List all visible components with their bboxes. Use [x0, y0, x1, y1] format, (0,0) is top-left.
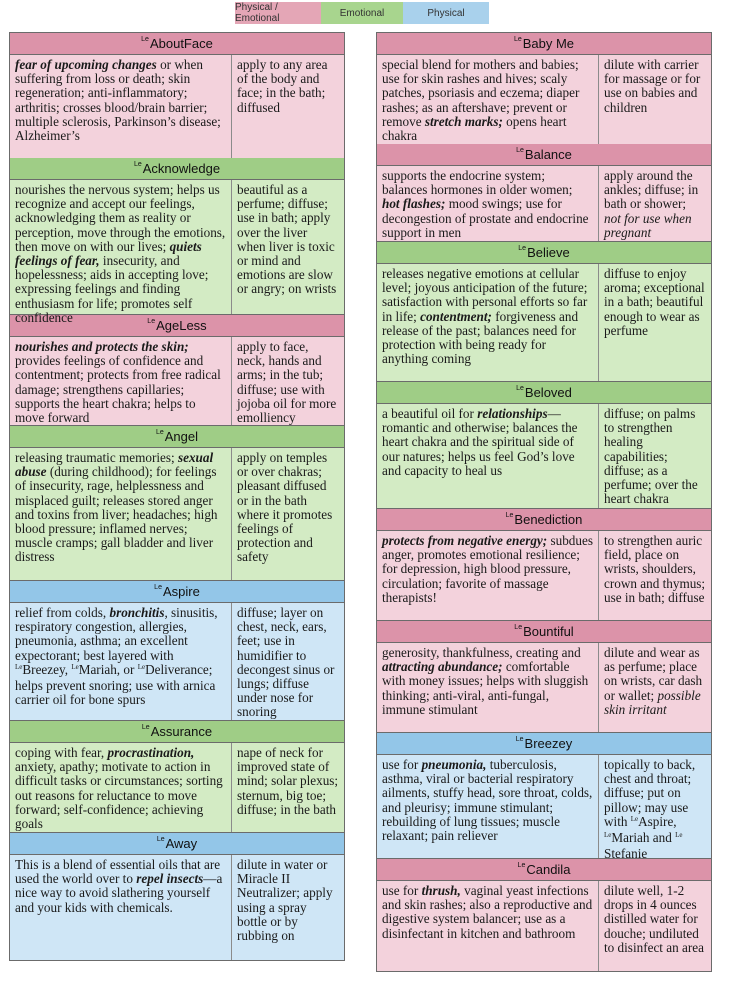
oil-name: AboutFace — [149, 36, 213, 51]
oil-entry-candila — [376, 859, 712, 972]
legend-physical-emotional: Physical / Emotional — [235, 2, 321, 24]
oil-name-header — [377, 733, 711, 755]
oil-prefix: Le — [513, 36, 522, 43]
oil-usage: diffuse to enjoy aroma; exceptional in a bath; beautiful enough to wear as perfume — [604, 266, 705, 338]
oil-prefix: Le — [147, 318, 156, 325]
right-column — [376, 32, 712, 972]
oil-description: generosity, thankfulness, creating and attracting abundance; comfortable with money issues; helps with sluggish thinking; anti-viral, anti-fungal, immune stimulant — [377, 643, 599, 732]
oil-usage: dilute in water or Miracle II Neutralizer; apply using a spray bottle or by rubbing on — [237, 857, 333, 944]
oil-name: Believe — [527, 245, 570, 260]
oil-entry-away — [9, 833, 345, 961]
oil-entry-baby-me — [376, 32, 712, 144]
oil-usage: dilute well, 1-2 drops in 4 ounces distilled water for douche; undiluted to disinfect an area — [604, 883, 704, 955]
oil-prefix: Le — [141, 36, 149, 43]
oil-description: releases negative emotions at cellular level; joyous anticipation of the future; satisfaction with personal efforts so far in life; contentment; forgiveness and release of the past; balances need for protection with being ready for anything coming — [377, 264, 599, 381]
oil-prefix: Le — [133, 161, 142, 168]
oil-entry-body — [10, 337, 344, 425]
legend-physical: Physical — [403, 2, 489, 24]
oil-entry-breezey — [376, 733, 712, 862]
oil-name-header — [10, 33, 344, 55]
oil-entry-bountiful — [376, 621, 712, 733]
oil-name-header — [10, 426, 344, 448]
color-legend — [235, 2, 489, 24]
oil-entry-acknowledge — [9, 158, 345, 325]
oil-description: nourishes and protects the skin; provides feelings of confidence and contentment; protects from free radical damage; strengthens capillaries; supports the heart chakra; helps to move forward — [10, 337, 232, 425]
oil-description: nourishes the nervous system; helps us recognize and accept our feelings, acknowledging them as reality or perception, move through the emotions, then move on with our lives; quiets feelings of fear, insecurity, and hopelessness; aids in accepting love; expressing feelings and finding enthusiasm for life; promotes self confidence — [10, 180, 232, 314]
oil-usage: diffuse; layer on chest, neck, ears, feet; use in humidifier to decongest sinus or lungs; diffuse under nose for snoring — [237, 605, 335, 720]
oil-usage: apply to any area of the body and face; in the bath; diffused — [237, 57, 328, 115]
oil-entry-aboutface — [9, 32, 345, 158]
oil-name: Angel — [164, 429, 199, 444]
oil-name-header — [377, 242, 711, 264]
oil-usage: dilute and wear as as perfume; place on wrists, car dash or wallet; possible skin irritant — [604, 645, 703, 717]
oil-entry-beloved — [376, 382, 712, 509]
oil-name: Benediction — [514, 512, 583, 527]
oil-description: use for thrush, vaginal yeast infections and skin rashes; also a reproductive and digestive system balancer; use as a disinfectant in kitchen and bathroom — [377, 881, 599, 971]
oil-prefix: Le — [518, 245, 527, 252]
oil-usage: topically to back, chest and throat; diffuse; put on pillow; may use with $^{Le}$Aspire, $^{Le}$Mariah and $^{Le}$ Stefanie — [604, 757, 696, 862]
oil-name: Assurance — [150, 724, 213, 739]
oil-description: fear of upcoming changes or when suffering from loss or death; skin regeneration; anti-inflammatory; arthritis; crosses blood/brain barrier; multiple sclerosis, Parkinson’s disease; Alzheimer’s — [10, 55, 232, 158]
legend-emotional: Emotional — [321, 2, 403, 24]
oil-entry-body — [377, 755, 711, 862]
oil-entry-body — [377, 643, 711, 732]
oil-entry-body — [10, 180, 344, 325]
oil-name-header — [377, 509, 711, 531]
oil-usage: dilute with carrier for massage or for use on babies and children — [604, 57, 701, 115]
oil-name: Beloved — [524, 385, 572, 400]
oil-usage: apply to face, neck, hands and arms; in the tub; diffuse; use with jojoba oil for more emolliency — [237, 339, 337, 426]
oil-description: special blend for mothers and babies; use for skin rashes and hives; scaly patches, psoriasis and eczema; diaper rashes; as an aftershave; prevent or remove stretch marks; opens heart chakra — [377, 55, 599, 144]
oil-entry-believe — [376, 242, 712, 382]
oil-entry-body — [10, 448, 344, 580]
oil-entry-angel — [9, 426, 345, 581]
left-column — [9, 32, 345, 961]
oil-entry-benediction — [376, 509, 712, 621]
oil-description: supports the endocrine system; balances hormones in older women; hot flashes; mood swings; use for decongestion of prostate and endocrine support in men — [377, 166, 599, 241]
oil-description: This is a blend of essential oils that are used the world over to repel insects—a nice way to avoid slathering yourself and your kids with chemicals. — [10, 855, 232, 960]
oil-entry-body — [377, 531, 711, 620]
oil-description: a beautiful oil for relationships—romantic and otherwise; balances the heart chakra and the spiritual side of our natures; helps us feel God’s love and capacity to heal us — [377, 404, 599, 508]
oil-entry-body — [377, 166, 711, 241]
oil-name-header — [377, 382, 711, 404]
oil-usage: beautiful as a perfume; diffuse; use in bath; apply over the liver when liver is toxic or mind and emotions are slow or angry; on wrists — [237, 182, 337, 297]
oil-prefix: Le — [516, 147, 524, 154]
oil-name-header — [377, 621, 711, 643]
oil-entry-body — [377, 264, 711, 381]
oil-prefix: Le — [154, 584, 162, 591]
oil-entry-body — [10, 603, 344, 720]
oil-prefix: Le — [515, 736, 524, 743]
oil-name: AgeLess — [156, 318, 207, 333]
oil-entry-body — [377, 55, 711, 144]
oil-entry-body — [377, 404, 711, 508]
oil-prefix: Le — [155, 429, 164, 436]
oil-entry-body — [10, 743, 344, 832]
oil-prefix: Le — [156, 836, 165, 843]
oil-entry-body — [10, 55, 344, 158]
oil-name-header — [10, 581, 344, 603]
oil-entry-ageless — [9, 315, 345, 426]
oil-name-header — [377, 144, 711, 166]
oil-usage: diffuse; on palms to strengthen healing capabilities; diffuse; as a perfume; over the heart chakra — [604, 406, 698, 507]
oil-description: releasing traumatic memories; sexual abuse (during childhood); for feelings of insecurity, rage, helplessness and misplaced guilt; releases stored anger and toxins from liver; headaches; high blood pressure; inflamed nerves; muscle cramps; gall bladder and liver distress — [10, 448, 232, 580]
oil-prefix: Le — [514, 624, 523, 631]
oil-name-header — [10, 721, 344, 743]
oil-name: Baby Me — [522, 36, 575, 51]
oil-name-header — [10, 158, 344, 180]
oil-usage: to strengthen auric field, place on wrists, shoulders, crown and thymus; use in bath; diffuse — [604, 533, 706, 605]
oil-prefix: Le — [505, 512, 514, 519]
oil-name-header — [377, 859, 711, 881]
oil-description: protects from negative energy; subdues anger, promotes emotional resilience; for depression, high blood pressure, circulation; favorite of massage therapists! — [377, 531, 599, 620]
oil-prefix: Le — [516, 385, 524, 392]
oil-prefix: Le — [141, 724, 150, 731]
oil-usage: apply on temples or over chakras; pleasant diffused or in the bath where it promotes feelings of protection and safety — [237, 450, 333, 565]
oil-description: use for pneumonia, tuberculosis, asthma, viral or bacterial respiratory ailments, stuffy head, sore throat, colds, and pleurisy; immune stimulant; rebuilding of lung tissues; muscle relaxant; pain reliever — [377, 755, 599, 858]
oil-name: Acknowledge — [142, 161, 221, 176]
oil-name: Balance — [524, 147, 572, 162]
oil-name: Candila — [526, 862, 571, 877]
oil-usage: apply around the ankles; diffuse; in bath or shower; not for use when pregnant — [604, 168, 699, 240]
oil-usage: nape of neck for improved state of mind; solar plexus; sternum, big toe; diffuse; in the bath — [237, 745, 339, 817]
oil-name: Aspire — [162, 584, 200, 599]
oil-entry-aspire — [9, 581, 345, 721]
oil-entry-balance — [376, 144, 712, 242]
oil-name-header — [10, 833, 344, 855]
oil-name: Bountiful — [523, 624, 574, 639]
oil-name: Breezey — [524, 736, 573, 751]
oil-description: coping with fear, procrastination, anxiety, apathy; motivate to action in difficult tasks or circumstances; sorting out reasons for reluctance to move forward; self-confidence; achieving goals — [10, 743, 232, 832]
oil-entry-body — [10, 855, 344, 960]
oil-name-header — [377, 33, 711, 55]
oil-description: relief from colds, bronchitis, sinusitis, respiratory congestion, allergies, pneumonia, asthma; an excellent expectorant; best layered with $^{Le}$Breezey, $^{Le}$Mariah, or $^{Le}$Deliverance; helps prevent snoring; use with arnica carrier oil for bone spurs — [10, 603, 232, 720]
oil-entry-assurance — [9, 721, 345, 833]
oil-entry-body — [377, 881, 711, 971]
oil-prefix: Le — [517, 862, 526, 869]
oil-name: Away — [165, 836, 198, 851]
